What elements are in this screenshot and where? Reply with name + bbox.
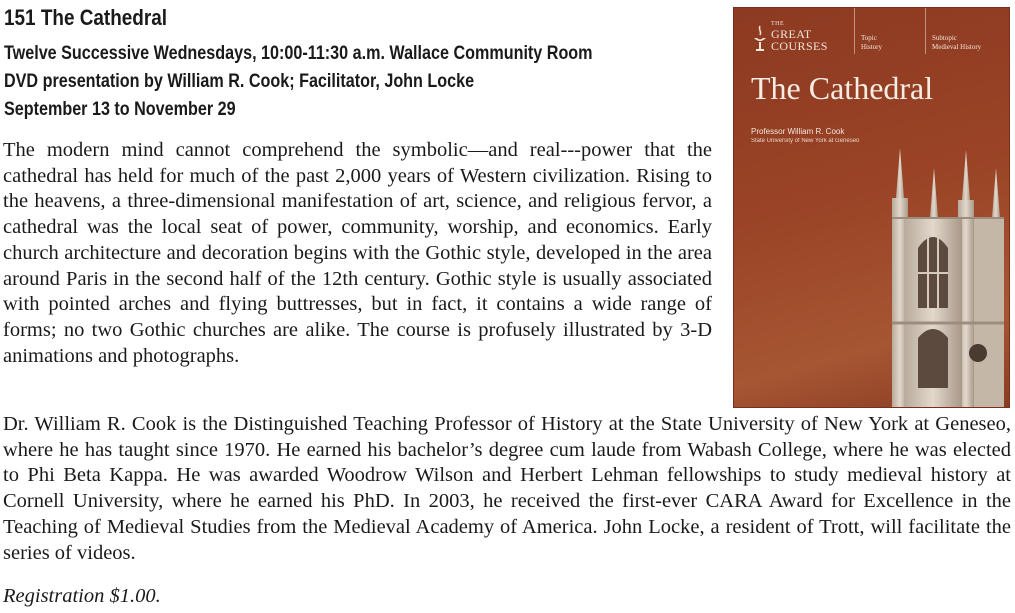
course-schedule: Twelve Successive Wednesdays, 10:00-11:30 a.m. Wallace Community Room — [4, 43, 593, 64]
cover-professor: Professor William R. Cook — [751, 127, 845, 136]
cover-university: State University of New York at Geneseo — [751, 138, 860, 144]
cathedral-tower-image — [874, 138, 1010, 408]
lamp-icon — [750, 24, 770, 54]
cover-divider — [854, 8, 855, 54]
topic-label: Topic — [861, 34, 877, 42]
cover-title: The Cathedral — [751, 70, 934, 106]
course-title: 151 The Cathedral — [4, 5, 167, 30]
course-dates: September 13 to November 29 — [4, 99, 236, 120]
subtopic-label: Subtopic — [932, 34, 957, 42]
book-cover-image — [733, 7, 1010, 408]
registration-fee: Registration $1.00. — [3, 585, 161, 607]
course-presenter: DVD presentation by William R. Cook; Facilitator, John Locke — [4, 71, 475, 92]
course-description: The modern mind cannot comprehend the symbolic—and real---power that the cathedral has held for much of the past 2,000 years of Western civilization. Rising to the heavens, a three-dimensional manifestation of art, science, and religious fervor, a cathedral was the local seat of power, community, worship, and economics. Early church architecture and decoration begins with the Gothic style, developed in the area around Paris in the second half of the 12th century. Gothic style is usually associated with pointed arches and flying buttresses, but in fact, it contains a wide range of forms; no two Gothic churches are alike. The course is profusely illustrated by 3-D animations and photographs. — [3, 139, 712, 367]
cover-divider — [925, 8, 926, 54]
subtopic-value: Medieval History — [932, 43, 982, 51]
brand-courses: COURSES — [771, 39, 828, 53]
presenter-bio: Dr. William R. Cook is the Distinguished Teaching Professor of History at the State University of New York at Geneseo, where he has taught since 1970. He earned his bachelor’s degree cum laude from Wabash College, where he was elected to Phi Beta Kappa. He was awarded Woodrow Wilson and Herbert Lehman fellowships to study medieval history at Cornell University, where he earned his PhD. In 2003, he received the first-ever CARA Award for Excellence in the Teaching of Medieval Studies from the Medieval Academy of America. John Locke, a resident of Trott, will facilitate the series of videos. — [3, 413, 1011, 564]
brand-the: THE — [771, 21, 785, 27]
topic-value: History — [861, 43, 882, 51]
brand-great: GREAT — [771, 27, 812, 41]
